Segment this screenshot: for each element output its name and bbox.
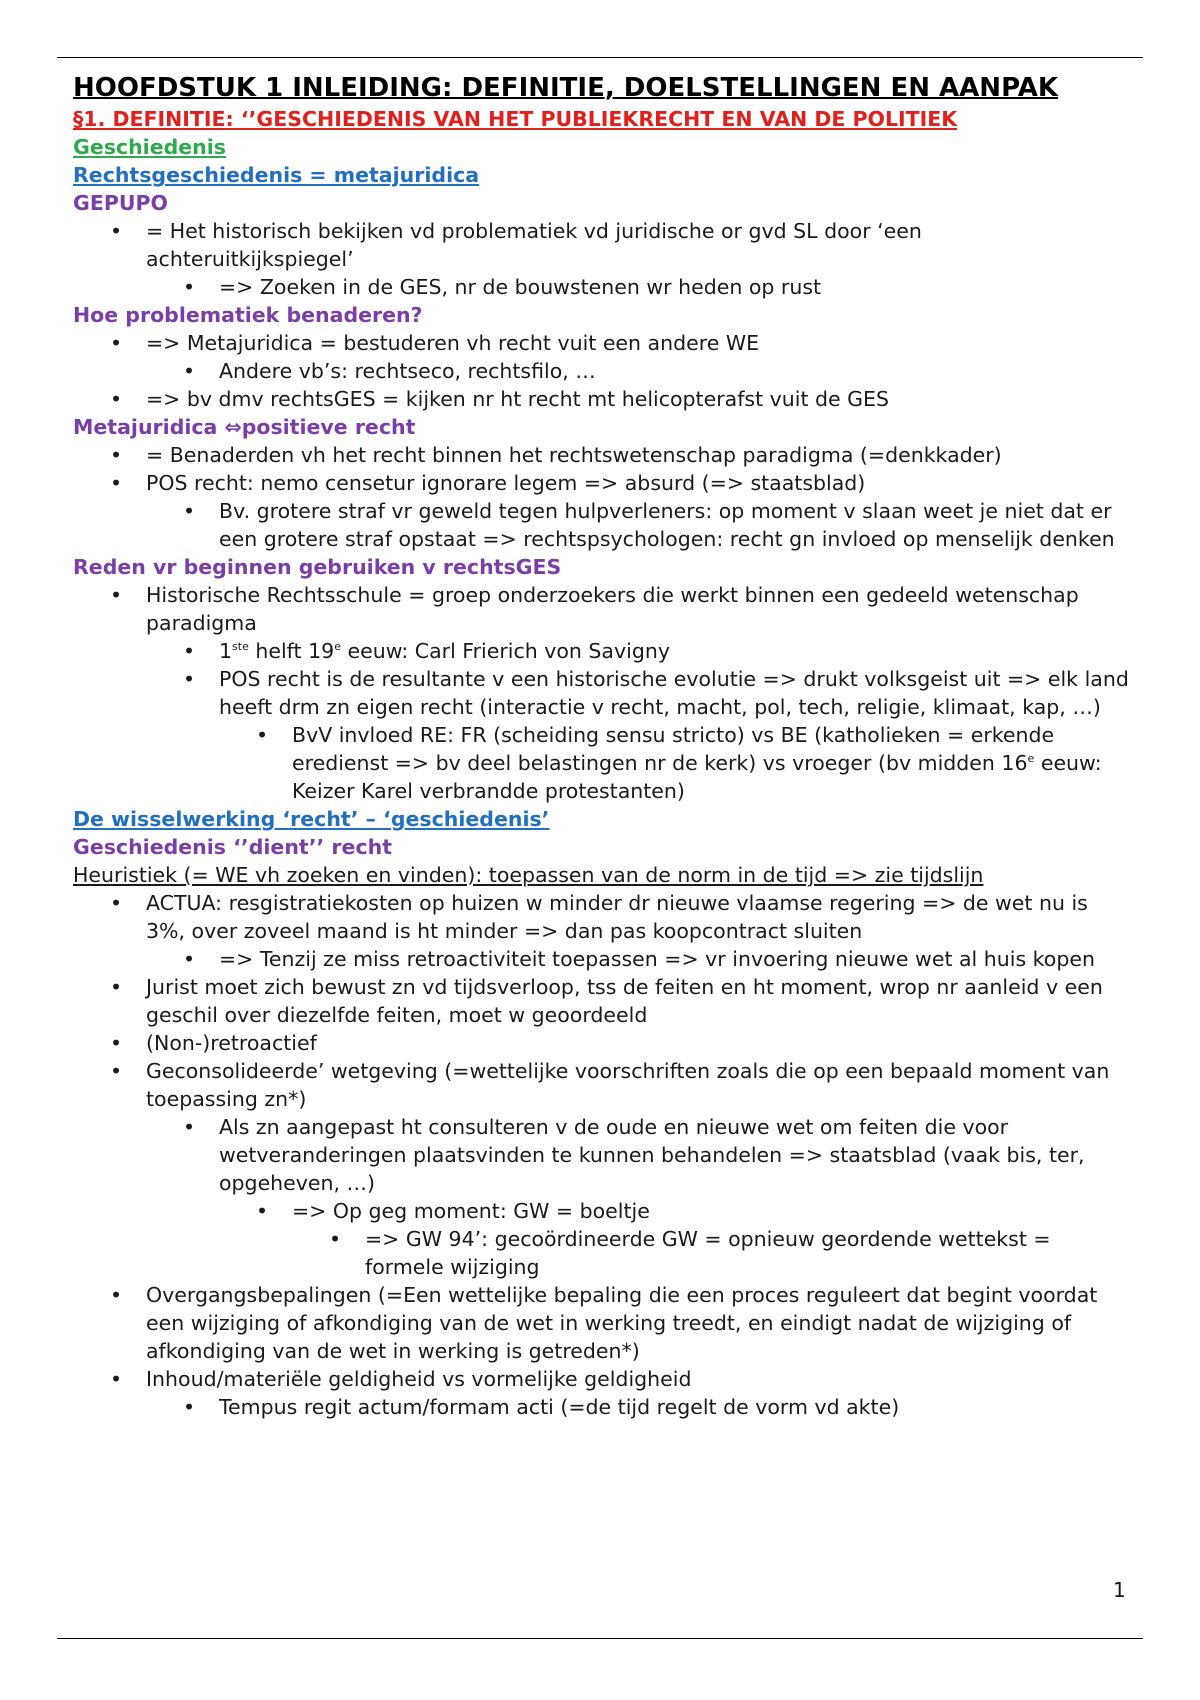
heading-metajuridica: Metajuridica ⇔positieve recht [73, 415, 416, 439]
list-metajuridica [73, 441, 1133, 553]
list-reden [73, 581, 1133, 805]
list-item: • = Benaderden vh het recht binnen het rechtswetenschap paradigma (=denkkader) [146, 441, 1133, 469]
heading-reden: Reden vr beginnen gebruiken v rechtsGES [73, 555, 562, 579]
heading-geschiedenis: Geschiedenis [73, 135, 227, 159]
list-item: • Bv. grotere straf vr geweld tegen hulpverleners: op moment v slaan weet je niet dat er een grotere straf opstaat => rechtspsychologen: recht gn invloed op menselijk denken [219, 497, 1133, 553]
list-item: • => Tenzij ze miss retroactiviteit toepassen => vr invoering nieuwe wet al huis kopen [219, 945, 1133, 973]
list-item: • Inhoud/materiële geldigheid vs vormelijke geldigheid • Tempus regit actum/formam acti (=de tijd regelt de vorm vd akte) [146, 1365, 1133, 1421]
list-item: • (Non-)retroactief [146, 1029, 1133, 1057]
document-body [73, 71, 1133, 1421]
list-item: • => Zoeken in de GES, nr de bouwstenen wr heden op rust [219, 273, 1133, 301]
list-item: • = Het historisch bekijken vd problematiek vd juridische or gvd SL door ‘een achteruitkijkspiegel’ • => Zoeken in de GES, nr de bouwstenen wr heden op rust [146, 217, 1133, 301]
heading-wisselwerking: De wisselwerking ‘recht’ – ‘geschiedenis’ [73, 807, 550, 831]
list-item: • Overgangsbepalingen (=Een wettelijke bepaling die een proces reguleert dat begint voordat een wijziging of afkondiging van de wet in werking treedt, en eindigt nadat de wijziging of afkondiging van de wet in werking is getreden*) [146, 1281, 1133, 1365]
chapter-title: HOOFDSTUK 1 INLEIDING: DEFINITIE, DOELSTELLINGEN EN AANPAK [73, 73, 1059, 103]
section-heading: §1. DEFINITIE: ‘’GESCHIEDENIS VAN HET PUBLIEKRECHT EN VAN DE POLITIEK [73, 107, 958, 131]
list-item: • => GW 94’: gecoördineerde GW = opnieuw geordende wettekst = formele wijziging [365, 1225, 1133, 1281]
list-item: • Andere vb’s: rechtseco, rechtsfilo, … [219, 357, 1133, 385]
page-number: 1 [1113, 1578, 1126, 1602]
list-item: • Geconsolideerde’ wetgeving (=wettelijke voorschriften zoals die op een bepaald moment van toepassing zn*) • Als zn aangepast ht consulteren v de oude en nieuwe wet om feiten die voor wetveranderingen plaatsvinden te kunnen behandelen => staatsblad (vaak bis, ter, opgeheven, …) • => Op geg moment: GW = boeltje • => GW 94’: gecoördineerde GW = opnieuw geordende wettekst = formele wijziging [146, 1057, 1133, 1281]
list-item: • Tempus regit actum/formam acti (=de tijd regelt de vorm vd akte) [219, 1393, 1133, 1421]
list-item: • 1ste helft 19e eeuw: Carl Frierich von Savigny [219, 637, 1133, 665]
bottom-rule [57, 1638, 1143, 1639]
list-item: • => bv dmv rechtsGES = kijken nr ht recht mt helicopterafst vuit de GES [146, 385, 1133, 413]
list-hoe [73, 329, 1133, 413]
list-item: • => Op geg moment: GW = boeltje • => GW 94’: gecoördineerde GW = opnieuw geordende wettekst = formele wijziging [292, 1197, 1133, 1281]
list-heuristiek [73, 889, 1133, 1421]
top-rule [57, 57, 1143, 58]
heuristiek-line: Heuristiek (= WE vh zoeken en vinden): toepassen van de norm in de tijd => zie tijdslijn [73, 863, 984, 887]
list-item: • Historische Rechtsschule = groep onderzoekers die werkt binnen een gedeeld wetenschap paradigma • 1ste helft 19e eeuw: Carl Frierich von Savigny • POS recht is de resultante v een historische evolutie => drukt volksgeist uit => elk land heeft drm zn eigen recht (interactie v recht, macht, pol, tech, religie, klimaat, kap, …) • BvV invloed RE: FR (scheiding sensu stricto) vs BE (katholieken = erkende eredienst => bv deel belastingen nr de kerk) vs vroeger (bv midden 16e eeuw: Keizer Karel verbrandde protestanten) [146, 581, 1133, 805]
list-item: • Als zn aangepast ht consulteren v de oude en nieuwe wet om feiten die voor wetveranderingen plaatsvinden te kunnen behandelen => staatsblad (vaak bis, ter, opgeheven, …) • => Op geg moment: GW = boeltje • => GW 94’: gecoördineerde GW = opnieuw geordende wettekst = formele wijziging [219, 1113, 1133, 1281]
list-item: • ACTUA: resgistratiekosten op huizen w minder dr nieuwe vlaamse regering => de wet nu is 3%, over zoveel maand is ht minder => dan pas koopcontract sluiten • => Tenzij ze miss retroactiviteit toepassen => vr invoering nieuwe wet al huis kopen [146, 889, 1133, 973]
heading-dient: Geschiedenis ‘’dient’’ recht [73, 835, 392, 859]
heading-hoe: Hoe problematiek benaderen? [73, 303, 423, 327]
list-item: • BvV invloed RE: FR (scheiding sensu stricto) vs BE (katholieken = erkende eredienst => bv deel belastingen nr de kerk) vs vroeger (bv midden 16e eeuw: Keizer Karel verbrandde protestanten) [292, 721, 1133, 805]
list-gepupo [73, 217, 1133, 301]
heading-rechtsgeschiedenis: Rechtsgeschiedenis = metajuridica [73, 163, 480, 187]
heading-gepupo: GEPUPO [73, 191, 168, 215]
list-item: • POS recht: nemo censetur ignorare legem => absurd (=> staatsblad) • Bv. grotere straf vr geweld tegen hulpverleners: op moment v slaan weet je niet dat er een grotere straf opstaat => rechtspsychologen: recht gn invloed op menselijk denken [146, 469, 1133, 553]
list-item: • POS recht is de resultante v een historische evolutie => drukt volksgeist uit => elk land heeft drm zn eigen recht (interactie v recht, macht, pol, tech, religie, klimaat, kap, …) • BvV invloed RE: FR (scheiding sensu stricto) vs BE (katholieken = erkende eredienst => bv deel belastingen nr de kerk) vs vroeger (bv midden 16e eeuw: Keizer Karel verbrandde protestanten) [219, 665, 1133, 805]
list-item: • => Metajuridica = bestuderen vh recht vuit een andere WE • Andere vb’s: rechtseco, rechtsfilo, … [146, 329, 1133, 385]
list-item: • Jurist moet zich bewust zn vd tijdsverloop, tss de feiten en ht moment, wrop nr aanleid v een geschil over diezelfde feiten, moet w geoordeeld [146, 973, 1133, 1029]
